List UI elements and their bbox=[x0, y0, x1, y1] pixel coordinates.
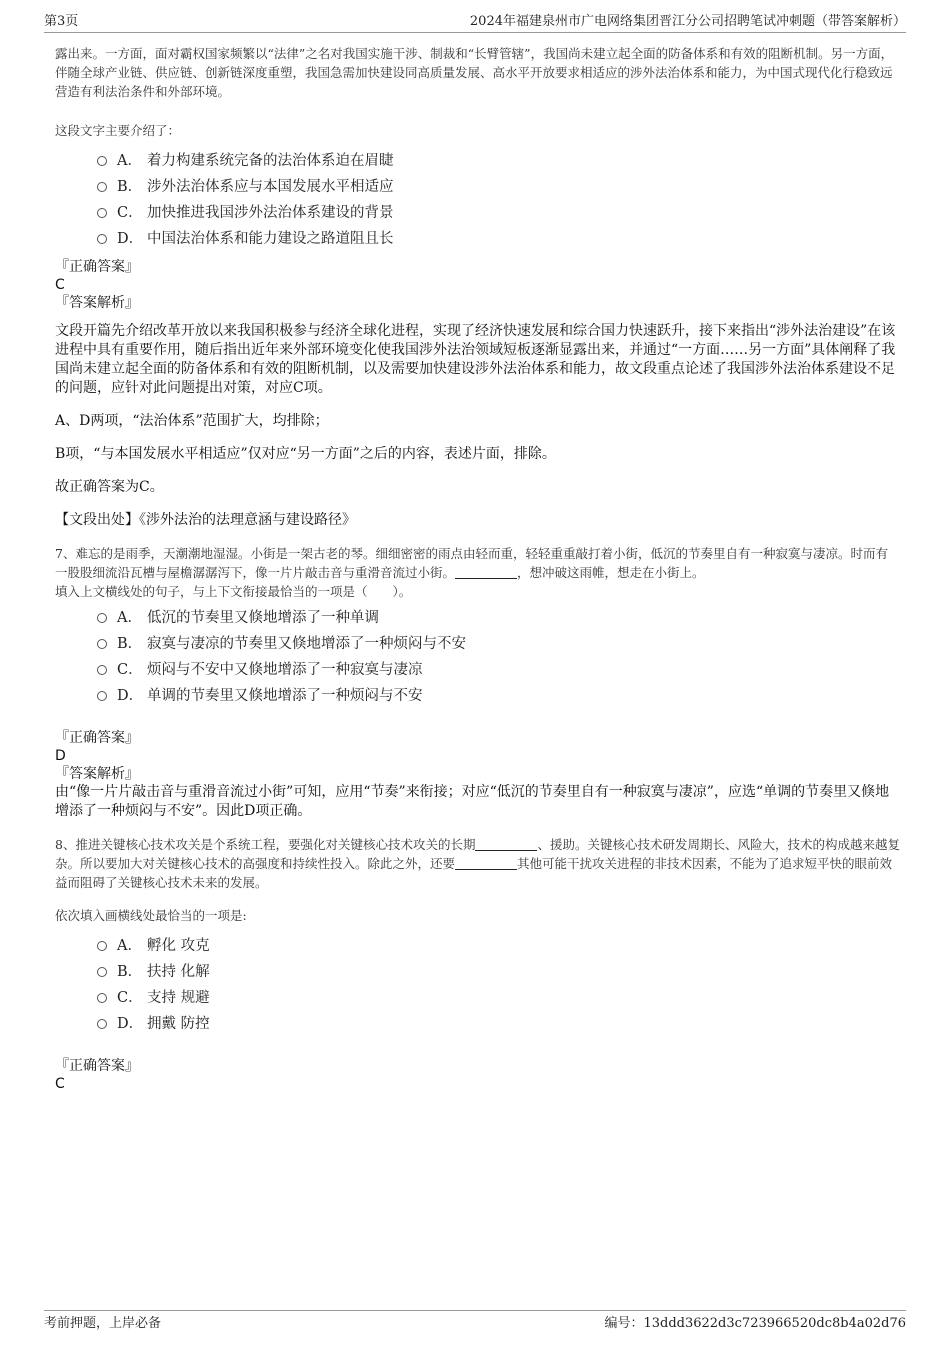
radio-icon[interactable] bbox=[97, 691, 107, 701]
q8-prompt: 依次填入画横线处最恰当的一项是: bbox=[55, 908, 247, 923]
q6-passage-tail: 露出来。一方面，面对霸权国家频繁以“法律”之名对我国实施干涉、制裁和“长臂管辖”，我国尚未建立起全面的防备体系和有效的阻断机制。另一方面，伴随全球产业链、供应链、创新链深度重塑，我国急需加快建设同高质量发展、高水平开放要求相适应的涉外法治体系和能力，为中国式现代化行稳致远营造有利法治条件和外部环境。 bbox=[55, 46, 894, 99]
q6-analysis-ad: A、D两项，“法治体系”范围扩大，均排除； bbox=[55, 413, 329, 429]
q7-analysis: 由“像一片片敲击音与重滑音流过小街”可知，应用“节奏”来衔接；对应“低沉的节奏里自有一种寂寞与凄凉”，应选“单调的节奏里又倏地增添了一种烦闷与不安”。因此D项正确。 bbox=[55, 784, 890, 819]
q6-answer: C bbox=[55, 277, 65, 293]
q7-analysis-label: 『答案解析』 bbox=[55, 766, 139, 782]
q7-options bbox=[97, 605, 900, 709]
fill-blank bbox=[455, 857, 517, 870]
document-title: 2024年福建泉州市广电网络集团晋江分公司招聘笔试冲刺题（带答案解析） bbox=[469, 14, 906, 29]
q6-analysis-label: 『答案解析』 bbox=[55, 295, 139, 311]
q6-analysis-conclusion: 故正确答案为C。 bbox=[55, 479, 164, 495]
q8-answer: C bbox=[55, 1076, 65, 1092]
q7-stem: 7、难忘的是雨季，天潮潮地湿湿。小街是一架古老的琴。细细密密的雨点由轻而重，轻轻重重敲打着小街，低沉的节奏里自有一种寂寞与凄凉。时而有一股股细流沿瓦槽与屋檐潺潺泻下，像一片片敲击音与重滑音流过小街。 ，想冲破这雨帷，想走在小街上。 bbox=[55, 546, 888, 580]
radio-icon[interactable] bbox=[97, 993, 107, 1003]
q8-options bbox=[97, 933, 900, 1037]
q8-option-b[interactable]: B． 扶持 化解 bbox=[97, 959, 900, 985]
q6-source: 【文段出处】《涉外法治的法理意涵与建设路径》 bbox=[55, 512, 356, 528]
q7-option-d[interactable]: D． 单调的节奏里又倏地增添了一种烦闷与不安 bbox=[97, 683, 900, 709]
q8-option-c[interactable]: C． 支持 规避 bbox=[97, 985, 900, 1011]
radio-icon[interactable] bbox=[97, 967, 107, 977]
radio-icon[interactable] bbox=[97, 665, 107, 675]
footer-code: 编号：13ddd3622d3c723966520dc8b4a02d76 bbox=[604, 1316, 906, 1331]
q6-analysis-main: 文段开篇先介绍改革开放以来我国积极参与经济全球化进程，实现了经济快速发展和综合国力快速跃升，接下来指出“涉外法治建设”在该进程中具有重要作用，随后指出近年来外部环境变化使我国涉外法治领域短板逐渐显露出来，并通过“一方面……另一方面”具体阐释了我国尚未建立起全面的防备体系和有效的阻断机制，以及需要加快建设涉外法治体系和能力，故文段重点论述了我国涉外法治体系建设不足的问题，应针对此问题提出对策，对应C项。 bbox=[55, 323, 896, 396]
page-footer bbox=[44, 1310, 906, 1333]
q6-answer-label: 『正确答案』 bbox=[55, 259, 139, 275]
radio-icon[interactable] bbox=[97, 1019, 107, 1029]
footer-slogan: 考前押题，上岸必备 bbox=[44, 1316, 162, 1331]
q6-option-a[interactable]: A． 着力构建系统完备的法治体系迫在眉睫 bbox=[97, 148, 900, 174]
q8-stem: 8、推进关键核心技术攻关是个系统工程，要强化对关键核心技术攻关的长期 、援助。关键核心技术研发周期长、风险大，技术的构成越来越复杂。所以要加大对关键核心技术的高强度和持续性投入。除此之外，还要 其他可能干扰攻关进程的非技术因素，不能为了追求短平快的眼前效益而阻碍了关键核心技术未来的发展。 bbox=[55, 837, 900, 890]
radio-icon[interactable] bbox=[97, 234, 107, 244]
q7-option-c[interactable]: C． 烦闷与不安中又倏地增添了一种寂寞与凄凉 bbox=[97, 657, 900, 683]
q6-option-d[interactable]: D． 中国法治体系和能力建设之路道阻且长 bbox=[97, 226, 900, 252]
radio-icon[interactable] bbox=[97, 613, 107, 623]
q6-option-b[interactable]: B． 涉外法治体系应与本国发展水平相适应 bbox=[97, 174, 900, 200]
q8-option-d[interactable]: D． 拥戴 防控 bbox=[97, 1011, 900, 1037]
radio-icon[interactable] bbox=[97, 182, 107, 192]
q8-answer-label: 『正确答案』 bbox=[55, 1058, 139, 1074]
q8-option-a[interactable]: A． 孵化 攻克 bbox=[97, 933, 900, 959]
page-content bbox=[55, 44, 900, 1093]
q7-prompt: 填入上文横线处的句子，与上下文衔接最恰当的一项是（ ）。 bbox=[55, 584, 412, 599]
radio-icon[interactable] bbox=[97, 941, 107, 951]
page-header bbox=[44, 14, 906, 33]
q6-prompt: 这段文字主要介绍了： bbox=[55, 123, 181, 138]
fill-blank bbox=[455, 566, 517, 579]
q7-option-a[interactable]: A． 低沉的节奏里又倏地增添了一种单调 bbox=[97, 605, 900, 631]
q6-option-c[interactable]: C． 加快推进我国涉外法治体系建设的背景 bbox=[97, 200, 900, 226]
radio-icon[interactable] bbox=[97, 156, 107, 166]
q7-answer: D bbox=[55, 748, 66, 764]
page-number: 第3页 bbox=[44, 14, 79, 29]
radio-icon[interactable] bbox=[97, 208, 107, 218]
fill-blank bbox=[475, 838, 537, 851]
q6-options bbox=[97, 148, 900, 252]
q6-analysis-b: B项，“与本国发展水平相适应”仅对应“另一方面”之后的内容，表述片面，排除。 bbox=[55, 446, 556, 462]
q7-option-b[interactable]: B． 寂寞与凄凉的节奏里又倏地增添了一种烦闷与不安 bbox=[97, 631, 900, 657]
q7-answer-label: 『正确答案』 bbox=[55, 730, 139, 746]
radio-icon[interactable] bbox=[97, 639, 107, 649]
